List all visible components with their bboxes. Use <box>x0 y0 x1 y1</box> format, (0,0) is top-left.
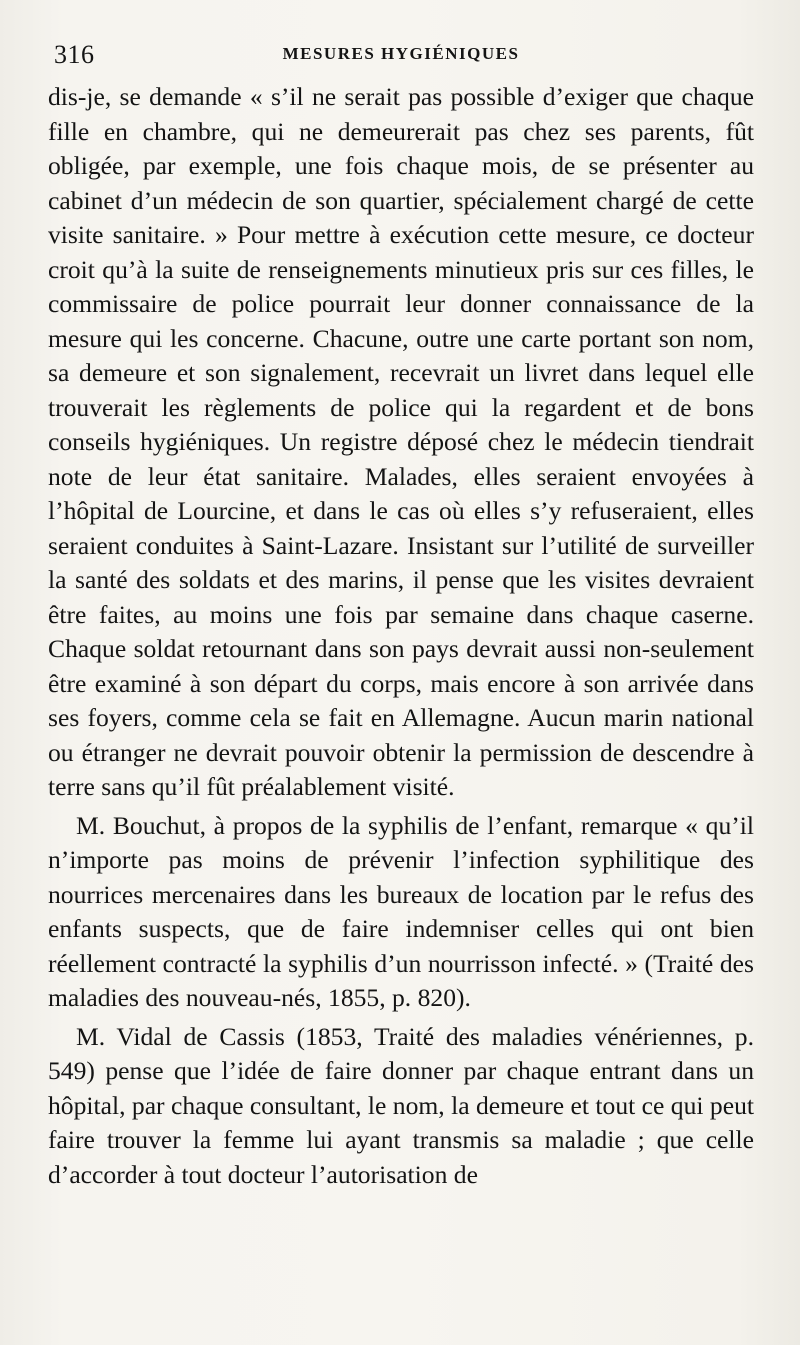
running-header <box>48 36 754 72</box>
header-title: MESURES HYGIÉNIQUES <box>282 44 520 63</box>
page-number: 316 <box>54 40 95 69</box>
paragraph-3: M. Vidal de Cassis (1853, Traité des maladies vénériennes, p. 549) pense que l’idée de faire donner par chaque entrant dans un hôpital, par chaque consultant, le nom, la demeure et tout ce qui peut faire trouver la femme lui ayant transmis sa maladie ; que celle d’accorder à tout docteur l’autorisation de <box>48 1021 754 1189</box>
paragraph-2: M. Bouchut, à propos de la syphilis de l’enfant, remarque « qu’il n’importe pas moins de prévenir l’infection syphilitique des nourrices mercenaires dans les bureaux de location par le refus des enfants suspects, que de faire indemniser celles qui ont bien réellement contracté la syphilis d’un nourrisson infecté. » (Traité des maladies des nouveau-nés, 1855, p. 820). <box>48 810 754 1012</box>
paragraph-1: dis-je, se demande « s’il ne serait pas possible d’exiger que chaque fille en chambre, qui ne demeurerait pas chez ses parents, fût obligée, par exemple, une fois chaque mois, de se présenter au cabinet d’un médecin de son quartier, spécialement chargé de cette visite sanitaire. » Pour mettre à exécution cette mesure, ce docteur croit qu’à la suite de renseignements minutieux pris sur ces filles, le commissaire de police pourrait leur donner connaissance de la mesure qui les concerne. Chacune, outre une carte portant son nom, sa demeure et son signalement, recevrait un livret dans lequel elle trouverait les règlements de police qui la regardent et de bons conseils hygiéniques. Un registre déposé chez le médecin tiendrait note de leur état sanitaire. Malades, elles seraient envoyées à l’hôpital de Lourcine, et dans le cas où elles s’y refuseraient, elles seraient conduites à Saint-Lazare. Insistant sur l’utilité de surveiller la santé des soldats et des marins, il pense que les visites devraient être faites, au moins une fois par semaine dans chaque caserne. Chaque soldat retournant dans son pays devrait aussi non-seulement être examiné à son départ du corps, mais encore à son arrivée dans ses foyers, comme cela se fait en Allemagne. Aucun marin national ou étranger ne devrait pouvoir obtenir la permission de descendre à terre sans qu’il fût préalablement visité. <box>48 82 754 801</box>
body-text <box>48 80 754 1192</box>
